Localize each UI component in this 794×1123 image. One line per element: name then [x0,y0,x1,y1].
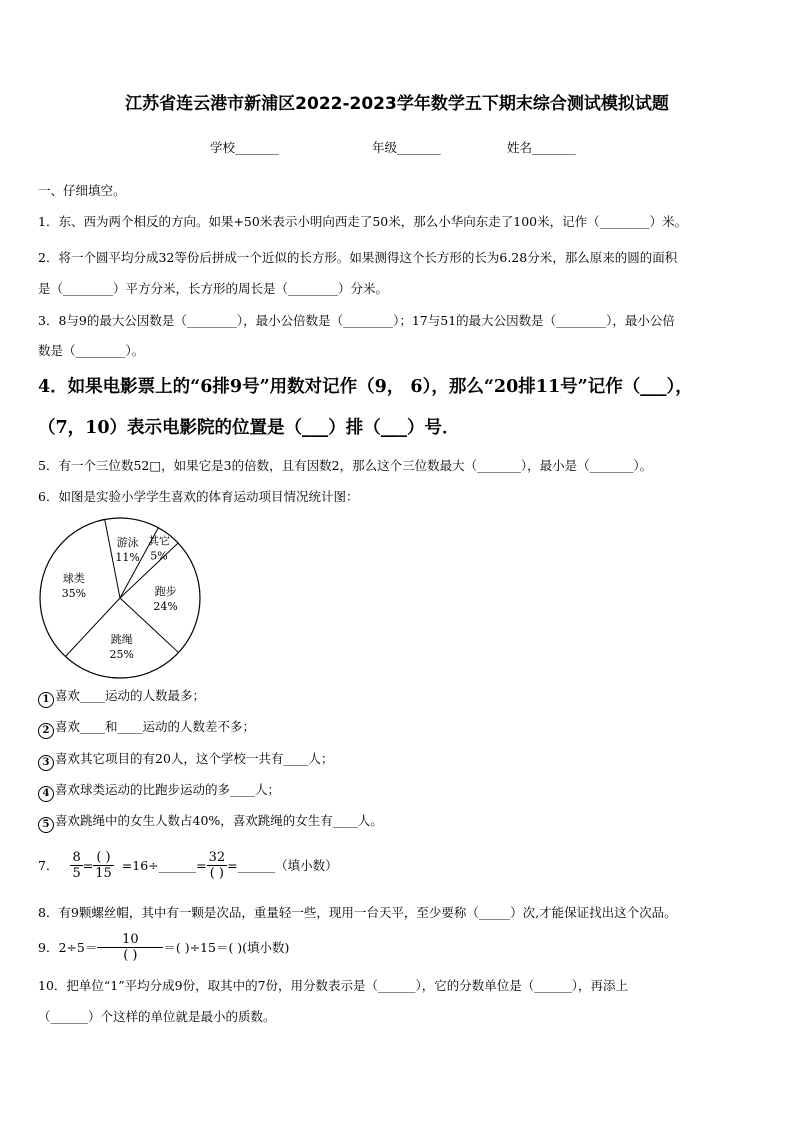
name-field: 姓名_______ [507,140,576,155]
pie-slice-category: 球类 [62,571,85,585]
question-10-line2: （______）个这样的单位就是最小的质数。 [38,1009,276,1024]
q6-item-1 [38,688,205,708]
circled-number-3: 3 [38,755,54,771]
question-5: 5．有一个三位数52□，如果它是3的倍数，且有因数2，那么这个三位数最大（_______），最小是（_______）。 [38,458,653,473]
pie-slice-category: 跳绳 [110,633,133,646]
q9-denominator: ( ) [123,948,138,963]
section-heading: 一、仔细填空。 [38,183,126,198]
circled-number-2: 2 [38,723,54,739]
q7-fraction-3 [207,850,228,882]
question-10-line1: 10．把单位“1”平均分成9份，取其中的7份，用分数表示是（______），它的分数单位是（______），再添上 [38,978,629,993]
pie-slice-percent: 24% [153,599,178,613]
q6-item-3-text: 喜欢其它项目的有20人，这个学校一共有____人； [55,751,334,766]
question-9 [38,930,289,966]
q6-item-5-text: 喜欢跳绳中的女生人数占40%，喜欢跳绳的女生有____人。 [55,813,383,828]
q6-item-2 [38,719,255,739]
pie-slice-percent: 25% [109,648,134,661]
circled-number-4: 4 [38,786,54,802]
q7-equals: = [82,858,94,873]
q7-f3-denominator: ( ) [209,866,224,881]
question-3-line1: 3．8与9的最大公因数是（________），最小公倍数是（________）；17与51的最大公因数是（________），最小公倍 [38,313,675,328]
question-2-line1: 2．将一个圆平均分成32等份后拼成一个近似的长方形。如果测得这个长方形的长为6.28分米，那么原来的圆的面积 [38,250,678,265]
q7-fraction-1 [70,850,82,882]
question-7 [38,846,338,886]
q6-item-2-text: 喜欢____和____运动的人数差不多； [55,719,256,734]
q6-item-5 [38,813,383,833]
q7-f1-numerator: 8 [72,850,81,865]
page-title: 江苏省连云港市新浦区2022-2023学年数学五下期末综合测试模拟试题 [125,94,669,114]
q7-fraction-2 [93,850,114,882]
question-2-line2: 是（________）平方分米，长方形的周长是（________）分米。 [38,281,389,296]
q7-f1-denominator: 5 [72,866,81,881]
q6-item-3 [38,751,333,771]
q9-suffix: ＝( )÷15＝( )(填小数) [163,940,290,955]
q6-item-4 [38,782,280,802]
question-1: 1．东、西为两个相反的方向。如果+50米表示小明向西走了50米，那么小华向东走了100米，记作（________）米。 [38,214,688,229]
school-field: 学校_______ [210,140,279,155]
question-4-line1: 4．如果电影票上的“6排9号”用数对记作（9， 6），那么“20排11号”记作（___）， [38,377,693,397]
pie-slice-percent: 5% [150,549,168,563]
question-3-line2: 数是（________）。 [38,343,145,358]
grade-field: 年级_______ [372,140,441,155]
q9-prefix: 9．2÷5＝ [38,940,98,955]
q7-middle: =16÷______= [121,858,207,873]
pie-slice-percent: 35% [61,586,87,600]
circled-number-5: 5 [38,817,54,833]
pie-chart [36,515,206,680]
pie-slice-category: 游泳 [116,536,139,549]
question-6: 6．如图是实验小学学生喜欢的体育运动项目情况统计图： [38,489,359,504]
q7-number: 7． [38,858,59,873]
q6-item-1-text: 喜欢____运动的人数最多； [55,688,206,703]
q7-f2-denominator: 15 [95,866,112,881]
pie-slice-category: 跑步 [154,584,177,598]
question-8: 8．有9颗螺丝帽，其中有一颗是次品，重量轻一些，现用一台天平，至少要称（_____）次,才能保证找出这个次品。 [38,905,677,920]
question-4-line2: （7，10）表示电影院的位置是（___）排（___）号． [38,418,460,438]
pie-slice-percent: 11% [115,551,140,564]
q6-item-4-text: 喜欢球类运动的比跑步运动的多____人； [55,782,281,797]
q7-f2-numerator: ( ) [93,850,114,866]
q9-fraction [97,932,163,964]
q7-tail: =______（填小数） [227,858,338,873]
q9-numerator: 10 [97,932,163,948]
circled-number-1: 1 [38,692,54,708]
q7-f3-numerator: 32 [208,850,226,865]
pie-slice-category: 其它 [148,534,170,548]
